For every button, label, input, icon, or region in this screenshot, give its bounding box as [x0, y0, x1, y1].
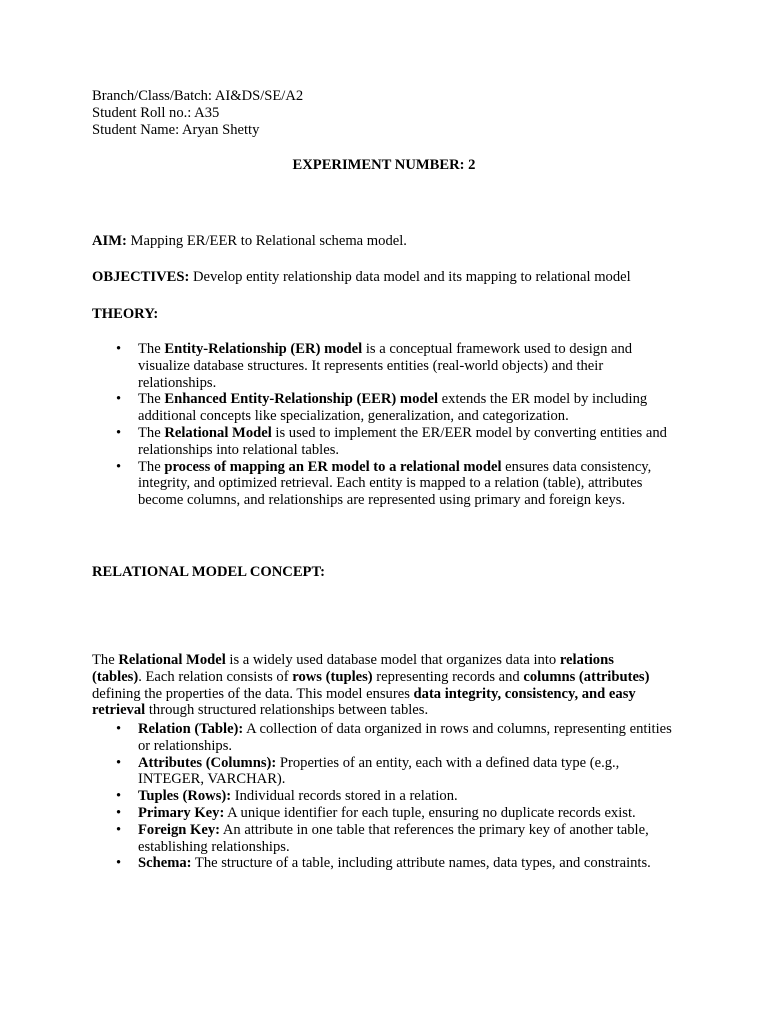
name-line: Student Name: Aryan Shetty: [92, 121, 260, 138]
body-text: The: [138, 424, 165, 441]
concept-list-item: [116, 804, 673, 822]
bullet-icon: •: [116, 754, 122, 771]
bold-text: data integrity, consistency, and easy retrieval: [92, 685, 636, 719]
body-text: is used to implement the ER/EER model by converting entities and relationships into relational tables.: [138, 424, 667, 458]
concept-term: Primary Key:: [138, 804, 225, 821]
theory-list-item: [116, 458, 673, 509]
bullet-icon: •: [116, 424, 122, 441]
experiment-title-text: EXPERIMENT NUMBER: 2: [292, 157, 476, 173]
experiment-title: [0, 157, 768, 174]
body-text: defining the properties of the data. This model ensures: [92, 685, 414, 702]
bullet-icon: •: [116, 721, 122, 737]
bold-text: Enhanced Entity-Relationship (EER) model: [164, 391, 439, 408]
concept-description: A unique identifier for each tuple, ensuring no duplicate records exist.: [224, 804, 636, 821]
concept-description: A collection of data organized in rows and columns, representing entities or relationships.: [138, 721, 672, 754]
objectives-line: [92, 269, 692, 286]
concept-list: [116, 721, 673, 872]
theory-list-item: [116, 341, 673, 391]
concept-description: The structure of a table, including attribute names, data types, and constraints.: [191, 855, 651, 872]
concept-list-item: [116, 821, 673, 856]
body-text: ensures data consistency, integrity, and optimized retrieval. Each entity is mapped to a relation (table), attributes become columns, and relationships are represented using primary and foreign keys.: [138, 458, 652, 509]
theory-heading: [92, 306, 672, 323]
concept-term: Schema:: [138, 855, 192, 872]
theory-list: [116, 341, 673, 509]
bullet-icon: •: [116, 821, 122, 838]
relational-heading-text: RELATIONAL MODEL CONCEPT:: [92, 564, 325, 580]
bold-text: Relational Model: [118, 652, 226, 668]
concept-description: Properties of an entity, each with a defined data type (e.g., INTEGER, VARCHAR).: [138, 754, 620, 788]
bullet-icon: •: [116, 341, 122, 357]
bullet-icon: •: [116, 391, 122, 408]
body-text: The: [92, 652, 119, 668]
concept-list-item: [116, 855, 673, 872]
bold-text: process of mapping an ER model to a relational model: [164, 458, 502, 475]
concept-list-item: [116, 788, 673, 805]
aim-label: AIM:: [92, 233, 127, 249]
concept-list-item: [116, 754, 673, 789]
theory-list-item: [116, 424, 673, 459]
bold-text: relations (tables): [92, 652, 614, 685]
concept-term: Tuples (Rows):: [138, 788, 232, 805]
concept-list-item: [116, 721, 673, 755]
body-text: . Each relation consists of: [138, 668, 293, 685]
concept-term: Attributes (Columns):: [138, 754, 277, 771]
bullet-icon: •: [116, 458, 122, 475]
objectives-label: OBJECTIVES:: [92, 269, 190, 285]
concept-term: Relation (Table):: [138, 721, 244, 737]
bullet-icon: •: [116, 788, 122, 805]
body-text: is a conceptual framework used to design and visualize database structures. It represents entities (real-world objects) and their relationships.: [138, 341, 633, 391]
body-text: is a widely used database model that organizes data into: [225, 652, 560, 668]
bold-text: Entity-Relationship (ER) model: [164, 341, 363, 357]
theory-list-item: [116, 391, 673, 425]
roll-line: Student Roll no.: A35: [92, 104, 220, 121]
bold-text: columns (attributes): [523, 668, 650, 685]
bullet-icon: •: [116, 855, 122, 872]
bold-text: rows (tuples): [292, 668, 373, 685]
body-text: The: [138, 458, 165, 475]
concept-term: Foreign Key:: [138, 821, 221, 838]
relational-heading: [92, 564, 672, 581]
relational-intro-paragraph: [92, 652, 652, 719]
aim-text: Mapping ER/EER to Relational schema model.: [126, 233, 407, 249]
body-text: The: [138, 341, 165, 357]
body-text: extends the ER model by including additional concepts like specialization, generalization, and categorization.: [138, 391, 648, 425]
bold-text: Relational Model: [164, 424, 272, 441]
aim-line: [92, 233, 672, 250]
body-text: The: [138, 391, 165, 408]
body-text: through structured relationships between tables.: [145, 702, 429, 719]
concept-description: An attribute in one table that references the primary key of another table, establishing relationships.: [138, 821, 649, 855]
branch-line: Branch/Class/Batch: AI&DS/SE/A2: [92, 88, 304, 104]
theory-heading-text: THEORY:: [92, 306, 159, 322]
body-text: representing records and: [372, 668, 524, 685]
objectives-text: Develop entity relationship data model and its mapping to relational model: [189, 269, 631, 285]
student-info: [92, 88, 672, 138]
concept-description: Individual records stored in a relation.: [231, 788, 458, 805]
bullet-icon: •: [116, 804, 122, 821]
